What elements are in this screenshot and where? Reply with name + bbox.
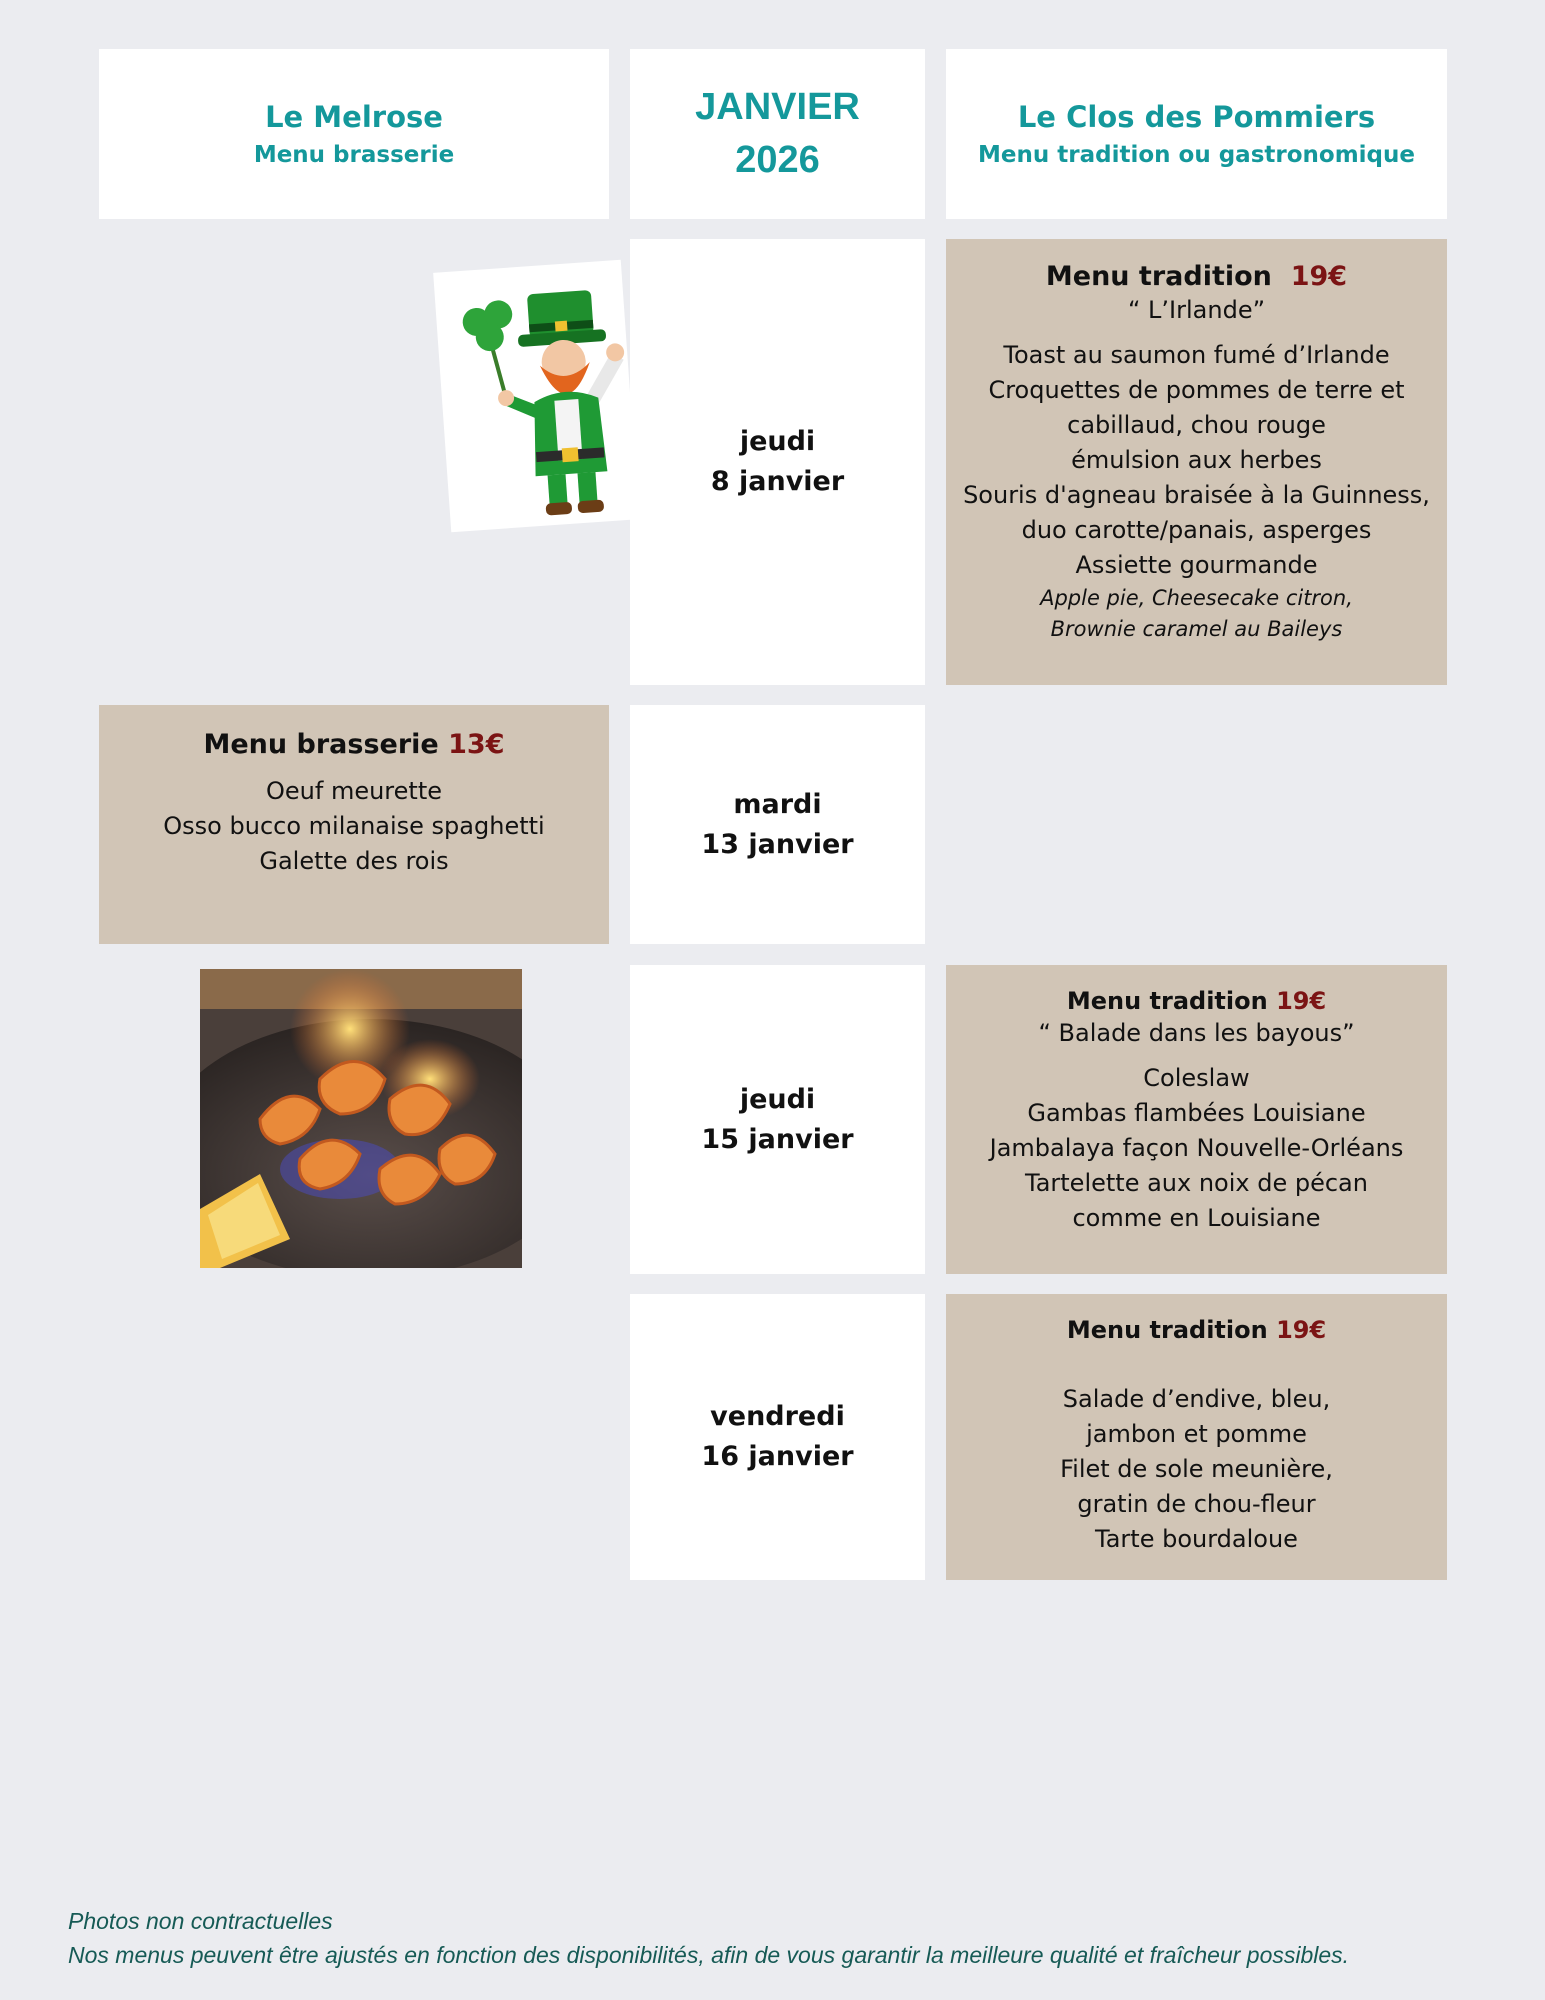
dish-item: Souris d'agneau braisée à la Guinness, (963, 481, 1430, 509)
footer-availability-note: Nos menus peuvent être ajustés en fonction des disponibilités, afin de vous garantir la meilleure qualité et fraîcheur possibles. (68, 1942, 1350, 1968)
dish-item: Coleslaw (1143, 1064, 1250, 1092)
dish-item: Oeuf meurette (266, 777, 442, 805)
menu-price: 19€ (1276, 1316, 1327, 1344)
date-cell-15-janvier (630, 965, 925, 1274)
dish-item: émulsion aux herbes (1071, 446, 1322, 474)
clos-menu-8-janvier (946, 239, 1447, 685)
day-date: 13 janvier (701, 828, 854, 860)
leprechaun-illustration (433, 260, 639, 532)
shrimp-dish-icon (200, 969, 522, 1268)
dish-item: Gambas flambées Louisiane (1027, 1099, 1366, 1127)
menu-title: Menu tradition 19€ (1045, 261, 1348, 292)
dish-item: Tartelette aux noix de pécan (1025, 1169, 1368, 1197)
menu-price: 19€ (1276, 987, 1327, 1015)
flambeed-shrimp-photo (200, 969, 522, 1268)
month-year: 2026 (735, 139, 820, 181)
menu-price: 19€ (1290, 261, 1348, 292)
dish-item: Galette des rois (259, 847, 449, 875)
month-header (630, 49, 925, 219)
day-date: 8 janvier (710, 466, 845, 497)
clos-title: Le Clos des Pommiers (1017, 100, 1376, 134)
dish-item: cabillaud, chou rouge (1067, 411, 1326, 439)
dish-item: gratin de chou-fleur (1077, 1490, 1316, 1518)
dish-item: duo carotte/panais, asperges (1021, 516, 1372, 544)
dish-item: Osso bucco milanaise spaghetti (163, 812, 545, 840)
dessert-item: Brownie caramel au Baileys (1050, 617, 1343, 641)
clos-header (946, 49, 1447, 219)
clos-subtitle: Menu tradition ou gastronomique (978, 142, 1415, 168)
menu-theme: “ L’Irlande” (1127, 296, 1266, 324)
dish-item: Jambalaya façon Nouvelle-Orléans (989, 1134, 1404, 1162)
dish-item: Tarte bourdaloue (1095, 1525, 1298, 1553)
leprechaun-icon (433, 260, 639, 532)
melrose-title: Le Melrose (265, 100, 443, 134)
month-name: JANVIER (695, 86, 860, 128)
day-date: 15 janvier (701, 1123, 854, 1155)
dish-item: jambon et pomme (1086, 1420, 1307, 1448)
melrose-header (99, 49, 609, 219)
date-cell-8-janvier (630, 239, 925, 685)
footer-disclaimer (68, 1904, 1349, 1972)
dish-item: Toast au saumon fumé d’Irlande (1003, 341, 1390, 369)
dish-item: Filet de sole meunière, (1060, 1455, 1333, 1483)
dish-item: Croquettes de pommes de terre et (988, 376, 1405, 404)
menu-title: Menu tradition 19€ (1066, 1316, 1327, 1344)
footer-photos-note: Photos non contractuelles (68, 1908, 333, 1934)
dish-item: comme en Louisiane (1072, 1204, 1321, 1232)
day-date: 16 janvier (701, 1441, 854, 1472)
day-name: jeudi (739, 1083, 816, 1115)
clos-menu-15-janvier (946, 965, 1447, 1274)
day-name: vendredi (710, 1401, 845, 1432)
menu-title: Menu tradition 19€ (1066, 987, 1327, 1015)
melrose-subtitle: Menu brasserie (253, 142, 455, 168)
dish-item: Assiette gourmande (1075, 551, 1318, 579)
day-name: jeudi (739, 426, 816, 457)
menu-price: 13€ (448, 729, 505, 760)
clos-menu-16-janvier (946, 1294, 1447, 1580)
date-cell-13-janvier (630, 705, 925, 944)
melrose-menu-13-janvier (99, 705, 609, 944)
menu-theme: “ Balade dans les bayous” (1038, 1019, 1355, 1047)
day-name: mardi (733, 788, 822, 820)
menu-title: Menu brasserie 13€ (203, 729, 505, 760)
dessert-item: Apple pie, Cheesecake citron, (1040, 586, 1353, 610)
dish-item: Salade d’endive, bleu, (1062, 1385, 1331, 1413)
date-cell-16-janvier (630, 1294, 925, 1580)
